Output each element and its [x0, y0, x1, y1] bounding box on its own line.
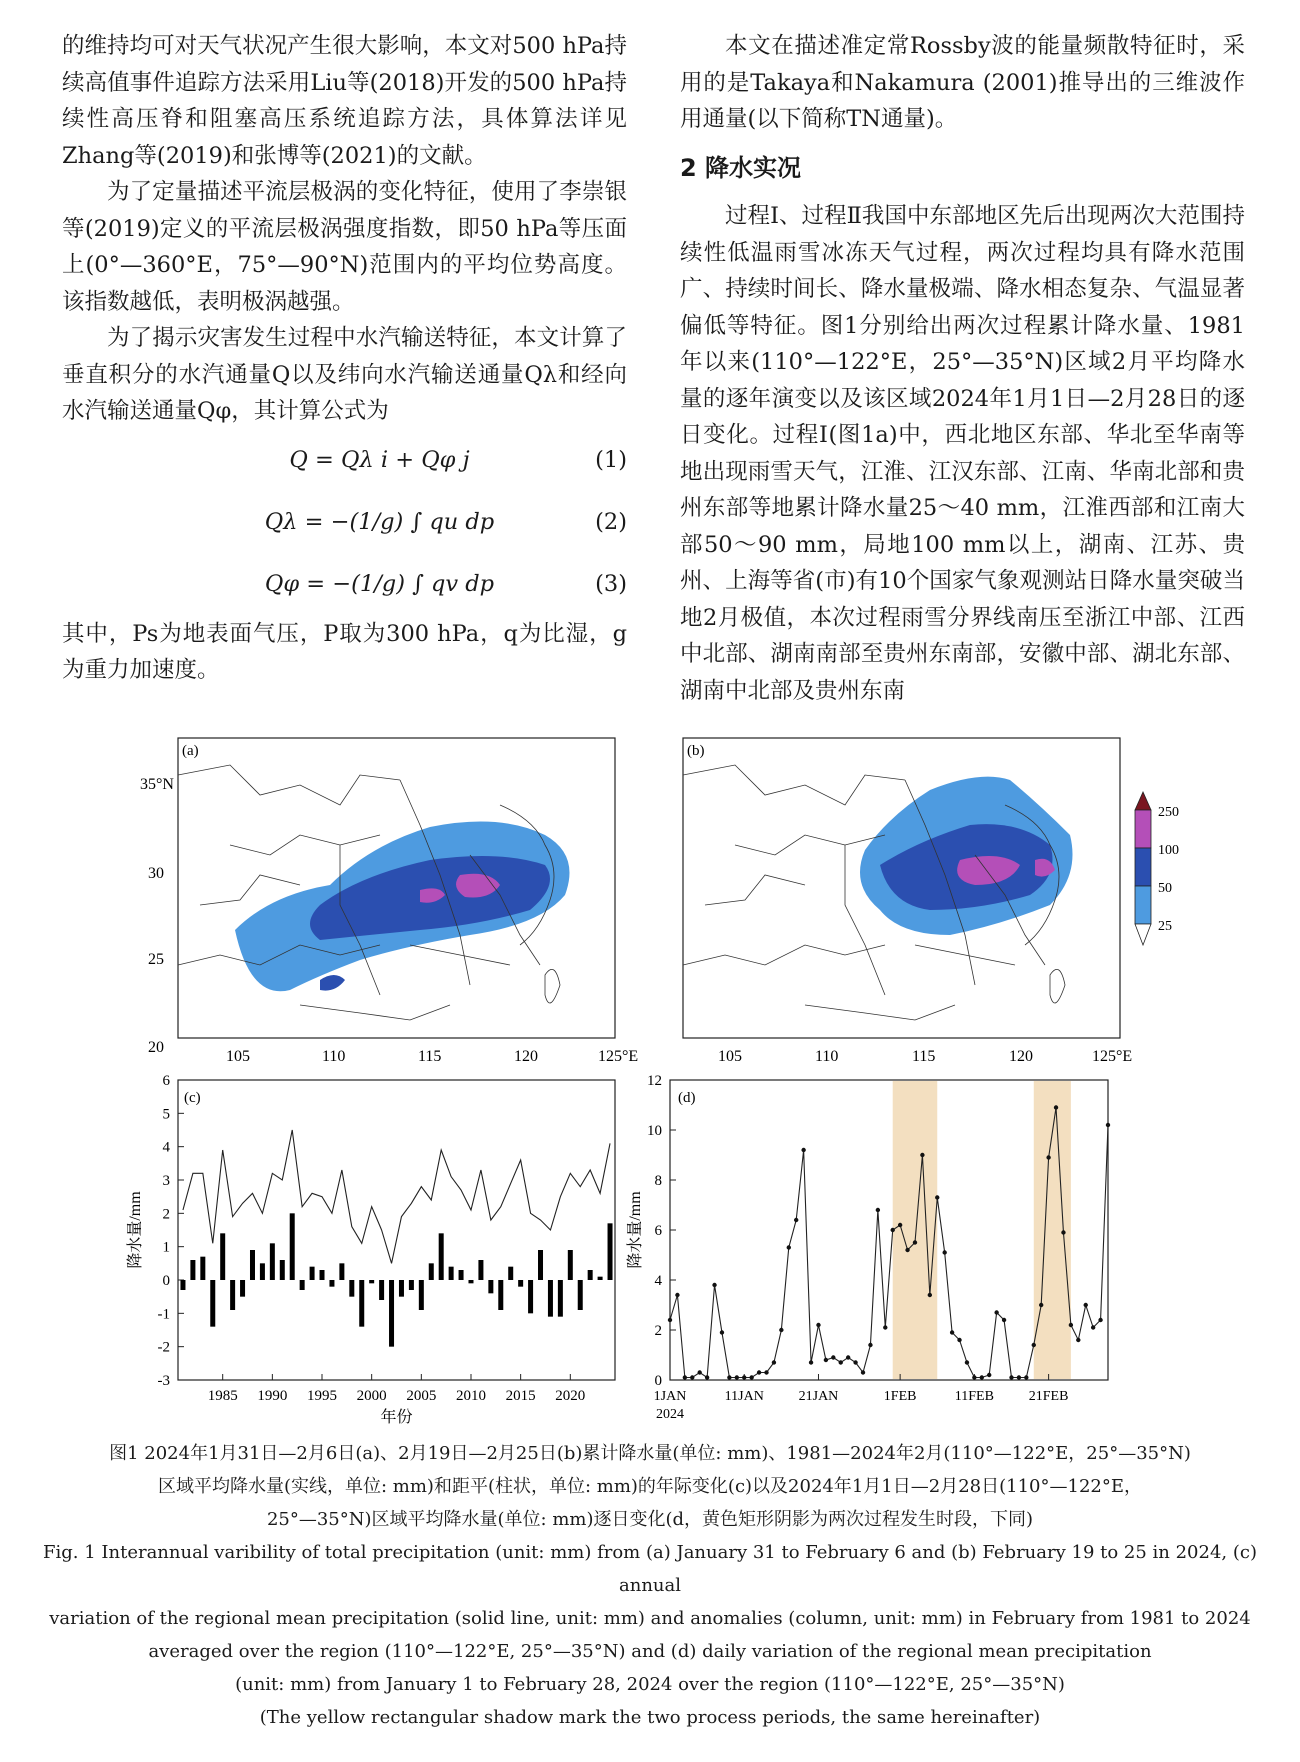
y-tick-label: 5	[162, 1106, 170, 1123]
y-tick-label: 4	[654, 1273, 662, 1289]
lon-label: 105	[226, 1048, 250, 1065]
y-tick-label: 6	[162, 1073, 170, 1089]
equation-body: Qλ = −(1/g) ∫ qu dp	[264, 509, 495, 536]
y-tick-label: 1	[162, 1239, 170, 1256]
data-point	[742, 1375, 746, 1379]
section-heading: 2 降水实况	[680, 153, 802, 182]
lat-label: 25	[148, 951, 164, 968]
plot-frame	[178, 1080, 615, 1380]
year-label: 2024	[656, 1407, 684, 1422]
y-tick-label: 0	[162, 1273, 170, 1289]
data-point	[1039, 1303, 1043, 1307]
anomaly-bar	[409, 1280, 414, 1290]
paragraph: 为了揭示灾害发生过程中水汽输送特征，本文计算了垂直积分的水汽通量Q以及纬向水汽输送通量Qλ和经向水汽输送通量Qφ，其计算公式为	[62, 325, 627, 424]
data-point	[868, 1343, 872, 1347]
map-panel-a	[178, 738, 615, 1038]
data-point	[1106, 1123, 1110, 1127]
data-point	[839, 1360, 843, 1364]
data-point	[720, 1330, 724, 1334]
equation-number: (3)	[595, 571, 627, 598]
paragraph: 本文在描述准定常Rossby波的能量频散特征时，采用的是Takaya和Nakamura (2001)推导出的三维波作用通量(以下简称TN通量)。	[680, 33, 1245, 132]
data-point	[757, 1370, 761, 1374]
colorbar-label: 250	[1158, 805, 1179, 820]
lon-label: 120	[1009, 1048, 1033, 1065]
x-tick-label: 2015	[505, 1388, 536, 1404]
data-point	[972, 1375, 976, 1379]
anomaly-bar	[210, 1280, 215, 1327]
data-point	[779, 1328, 783, 1332]
data-point	[735, 1375, 739, 1379]
anomaly-bar	[379, 1280, 384, 1300]
y-axis-label: 降水量/mm	[627, 1191, 644, 1269]
panel-label-d: (d)	[678, 1090, 696, 1106]
data-point	[668, 1318, 672, 1322]
data-point	[764, 1370, 768, 1374]
figure-caption	[40, 1437, 1260, 1734]
lon-label: 125°E	[598, 1048, 639, 1065]
y-tick-label: 4	[162, 1139, 170, 1156]
precip-maps	[0, 735, 1300, 1065]
x-tick-label: 1FEB	[883, 1389, 917, 1404]
equation-2	[62, 492, 627, 554]
anomaly-bar	[290, 1213, 295, 1280]
anomaly-bar	[568, 1250, 573, 1280]
anomaly-bar	[300, 1280, 305, 1290]
anomaly-bar	[508, 1267, 513, 1280]
colorbar-label: 100	[1158, 843, 1179, 858]
lat-label: 20	[148, 1039, 164, 1056]
anomaly-bar	[598, 1277, 603, 1280]
panel-label-a: (a)	[182, 743, 199, 759]
y-tick-label: -1	[157, 1306, 170, 1323]
data-point	[861, 1370, 865, 1374]
y-tick-label: 12	[647, 1073, 662, 1089]
data-point	[801, 1148, 805, 1152]
caption-line: Fig. 1 Interannual varibility of total precipitation (unit: mm) from (a) January 31 to February 6 and (b) February 19 to 25 in 2024, (c) annual	[43, 1542, 1257, 1596]
anomaly-bar	[190, 1260, 195, 1280]
anomaly-bar	[270, 1243, 275, 1280]
colorbar-cap-bottom	[1135, 924, 1151, 945]
colorbar-cap-top	[1135, 792, 1151, 810]
lon-label: 115	[912, 1048, 936, 1065]
caption-line: averaged over the region (110°—122°E, 25°—35°N) and (d) daily variation of the regional mean precipitation	[148, 1641, 1152, 1662]
lat-label: 35°N	[140, 776, 174, 793]
anomaly-bar	[280, 1260, 285, 1280]
anomaly-bar	[518, 1280, 523, 1287]
lon-label: 105	[718, 1048, 742, 1065]
x-tick-label: 2000	[356, 1388, 387, 1404]
anomaly-bar	[538, 1250, 543, 1280]
data-point	[824, 1358, 828, 1362]
caption-line: (The yellow rectangular shadow mark the two process periods, the same hereinafter)	[259, 1707, 1041, 1728]
data-point	[1002, 1318, 1006, 1322]
data-point	[1024, 1375, 1028, 1379]
equation-body: Q = Qλ i + Qφ j	[289, 447, 470, 474]
data-point	[787, 1245, 791, 1249]
anomaly-bar	[220, 1233, 225, 1280]
y-tick-label: 2	[654, 1323, 662, 1339]
data-point	[1046, 1155, 1050, 1159]
data-point	[1009, 1375, 1013, 1379]
data-point	[853, 1360, 857, 1364]
data-point	[1076, 1338, 1080, 1342]
anomaly-bar	[578, 1280, 583, 1310]
colorbar-bin-25	[1135, 886, 1151, 924]
lon-label: 110	[322, 1048, 346, 1065]
y-tick-label: -2	[157, 1339, 170, 1356]
colorbar-label: 25	[1158, 919, 1172, 934]
x-tick-label: 1990	[257, 1388, 288, 1404]
data-point	[957, 1338, 961, 1342]
anomaly-bar	[548, 1280, 553, 1317]
anomaly-bar	[369, 1280, 374, 1283]
data-point	[683, 1375, 687, 1379]
colorbar-bin-50	[1135, 848, 1151, 886]
chart-d	[627, 1070, 1300, 1450]
anomaly-bar	[439, 1233, 444, 1280]
anomaly-bar	[180, 1280, 185, 1290]
paragraph: 过程Ⅰ、过程Ⅱ我国中东部地区先后出现两次大范围持续性低温雨雪冰冻天气过程，两次过程均具有降水范围广、持续时间长、降水量极端、降水相态复杂、气温显著偏低等特征。图1分别给出两次过程累计降水量、1981年以来(110°—122°E，25°—35°N)区域2月平均降水量的逐年演变以及该区域2024年1月1日—2月28日的逐日变化。过程Ⅰ(图1a)中，西北地区东部、华北至华南等地出现雨雪天气，江淮、江汉东部、江南、华南北部和贵州东部等地累计降水量25～40 mm，江淮西部和江南大部50～90 mm，局地100 mm以上，湖南、江苏、贵州、上海等省(市)有10个国家气象观测站日降水量突破当地2月极值，本次过程雨雪分界线南压至浙江中部、江西中北部、湖南南部至贵州东南部，安徽中部、湖北东部、湖南中北部及贵州东南	[680, 203, 1245, 704]
left-column	[62, 28, 627, 689]
data-point	[749, 1375, 753, 1379]
data-point	[913, 1240, 917, 1244]
x-tick-label: 2020	[555, 1388, 586, 1404]
anomaly-bar	[200, 1257, 205, 1280]
equation-body: Qφ = −(1/g) ∫ qv dp	[264, 571, 495, 598]
anomaly-bar	[230, 1280, 235, 1310]
process-period-shading	[1034, 1081, 1071, 1379]
anomaly-bar	[608, 1223, 613, 1280]
data-point	[898, 1223, 902, 1227]
equation-number: (1)	[595, 447, 627, 474]
equation-1	[62, 430, 627, 492]
data-point	[942, 1250, 946, 1254]
map-panel-b	[683, 738, 1120, 1038]
caption-line: 25°—35°N)区域平均降水量(单位: mm)逐日变化(d，黄色矩形阴影为两次过程发生时段，下同)	[266, 1509, 1034, 1530]
x-axis-label: 年份	[380, 1409, 413, 1426]
x-tick-label: 21JAN	[798, 1389, 839, 1404]
data-point	[1069, 1323, 1073, 1327]
data-point	[712, 1283, 716, 1287]
caption-line: variation of the regional mean precipitation (solid line, unit: mm) and anomalies (column, unit: mm) in February from 1981 to 2024	[49, 1608, 1251, 1629]
panel-label-b: (b)	[687, 743, 705, 759]
data-point	[846, 1355, 850, 1359]
x-tick-label: 1985	[207, 1388, 238, 1404]
data-point	[965, 1360, 969, 1364]
x-tick-label: 2010	[455, 1388, 486, 1404]
colorbar-bin-100	[1135, 810, 1151, 848]
data-point	[950, 1330, 954, 1334]
y-axis-label: 降水量/mm	[127, 1191, 144, 1269]
anomaly-bar	[240, 1280, 245, 1297]
x-tick-label: 2005	[406, 1388, 437, 1404]
colorbar-label: 50	[1158, 881, 1172, 896]
caption-line: (unit: mm) from January 1 to February 28, 2024 over the region (110°—122°E, 25°—35°N)	[235, 1674, 1065, 1695]
data-point	[891, 1228, 895, 1232]
panel-label-c: (c)	[184, 1090, 201, 1106]
chart-c	[0, 1070, 630, 1450]
data-point	[1098, 1318, 1102, 1322]
data-point	[883, 1325, 887, 1329]
colorbar	[1135, 792, 1179, 945]
x-tick-label: 11FEB	[954, 1389, 994, 1404]
lon-label: 110	[815, 1048, 839, 1065]
x-tick-label: 1JAN	[653, 1389, 687, 1404]
lon-label: 125°E	[1092, 1048, 1133, 1065]
equation-number: (2)	[595, 509, 627, 536]
y-tick-label: 8	[654, 1173, 662, 1189]
paragraph: 的维持均可对天气状况产生很大影响，本文对500 hPa持续高值事件追踪方法采用Liu等(2018)开发的500 hPa持续性高压脊和阻塞高压系统追踪方法，具体算法详见Zhang等(2019)和张博等(2021)的文献。	[62, 33, 627, 169]
anomaly-bar	[250, 1250, 255, 1280]
caption-line: 区域平均降水量(实线，单位: mm)和距平(柱状，单位: mm)的年际变化(c)以及2024年1月1日—2月28日(110°—122°E，	[157, 1476, 1142, 1497]
data-point	[1061, 1230, 1065, 1234]
anomaly-bar	[588, 1270, 593, 1280]
process-period-shading	[893, 1081, 938, 1379]
y-tick-label: 0	[654, 1373, 662, 1389]
anomaly-bar	[260, 1263, 265, 1280]
anomaly-bar	[359, 1280, 364, 1327]
lon-label: 115	[418, 1048, 442, 1065]
anomaly-bar	[429, 1263, 434, 1280]
data-point	[905, 1248, 909, 1252]
anomaly-bar	[488, 1280, 493, 1293]
data-point	[690, 1375, 694, 1379]
y-tick-label: 3	[162, 1173, 170, 1189]
y-tick-label: 2	[162, 1206, 170, 1223]
anomaly-bar	[399, 1280, 404, 1297]
y-tick-label: 6	[654, 1223, 662, 1239]
data-point	[920, 1153, 924, 1157]
data-point	[794, 1218, 798, 1222]
anomaly-bar	[419, 1280, 424, 1310]
anomaly-bar	[449, 1267, 454, 1280]
data-point	[1054, 1105, 1058, 1109]
anomaly-bar	[498, 1280, 503, 1310]
data-point	[1032, 1343, 1036, 1347]
data-point	[1084, 1303, 1088, 1307]
anomaly-bar	[320, 1270, 325, 1280]
paragraph: 其中，Ps为地表面气压，P取为300 hPa，q为比湿，g为重力加速度。	[62, 620, 627, 683]
equation-3	[62, 554, 627, 616]
anomaly-bar	[329, 1280, 334, 1287]
x-tick-label: 11JAN	[724, 1389, 764, 1404]
anomaly-bar	[310, 1267, 315, 1280]
data-point	[994, 1310, 998, 1314]
data-point	[935, 1195, 939, 1199]
data-point	[876, 1208, 880, 1212]
lat-label: 30	[148, 865, 164, 882]
lon-label: 120	[514, 1048, 538, 1065]
caption-line: 图1 2024年1月31日—2月6日(a)、2月19日—2月25日(b)累计降水量(单位: mm)、1981—2024年2月(110°—122°E，25°—35°N)	[109, 1443, 1191, 1464]
data-point	[675, 1293, 679, 1297]
data-point	[980, 1375, 984, 1379]
paragraph: 为了定量描述平流层极涡的变化特征，使用了李崇银等(2019)定义的平流层极涡强度指数，即50 hPa等压面上(0°—360°E，75°—90°N)范围内的平均位势高度。该指数越低，表明极涡越强。	[62, 179, 627, 315]
data-point	[831, 1355, 835, 1359]
data-point	[727, 1375, 731, 1379]
anomaly-bar	[459, 1270, 464, 1280]
x-tick-label: 1995	[307, 1388, 338, 1404]
anomaly-bar	[349, 1280, 354, 1297]
anomaly-bar	[528, 1280, 533, 1313]
y-tick-label: 10	[647, 1123, 662, 1139]
anomaly-bar	[339, 1263, 344, 1280]
anomaly-bar	[558, 1280, 563, 1317]
anomaly-bar	[468, 1280, 473, 1283]
data-point	[987, 1373, 991, 1377]
anomaly-bar	[478, 1260, 483, 1280]
data-point	[1017, 1375, 1021, 1379]
data-point	[1091, 1325, 1095, 1329]
right-column	[680, 28, 1245, 709]
anomaly-bar	[389, 1280, 394, 1347]
data-point	[816, 1323, 820, 1327]
data-point	[705, 1375, 709, 1379]
data-point	[697, 1370, 701, 1374]
y-tick-label: -3	[157, 1373, 170, 1389]
data-point	[928, 1293, 932, 1297]
data-point	[772, 1360, 776, 1364]
data-point	[809, 1360, 813, 1364]
x-tick-label: 21FEB	[1028, 1389, 1069, 1404]
